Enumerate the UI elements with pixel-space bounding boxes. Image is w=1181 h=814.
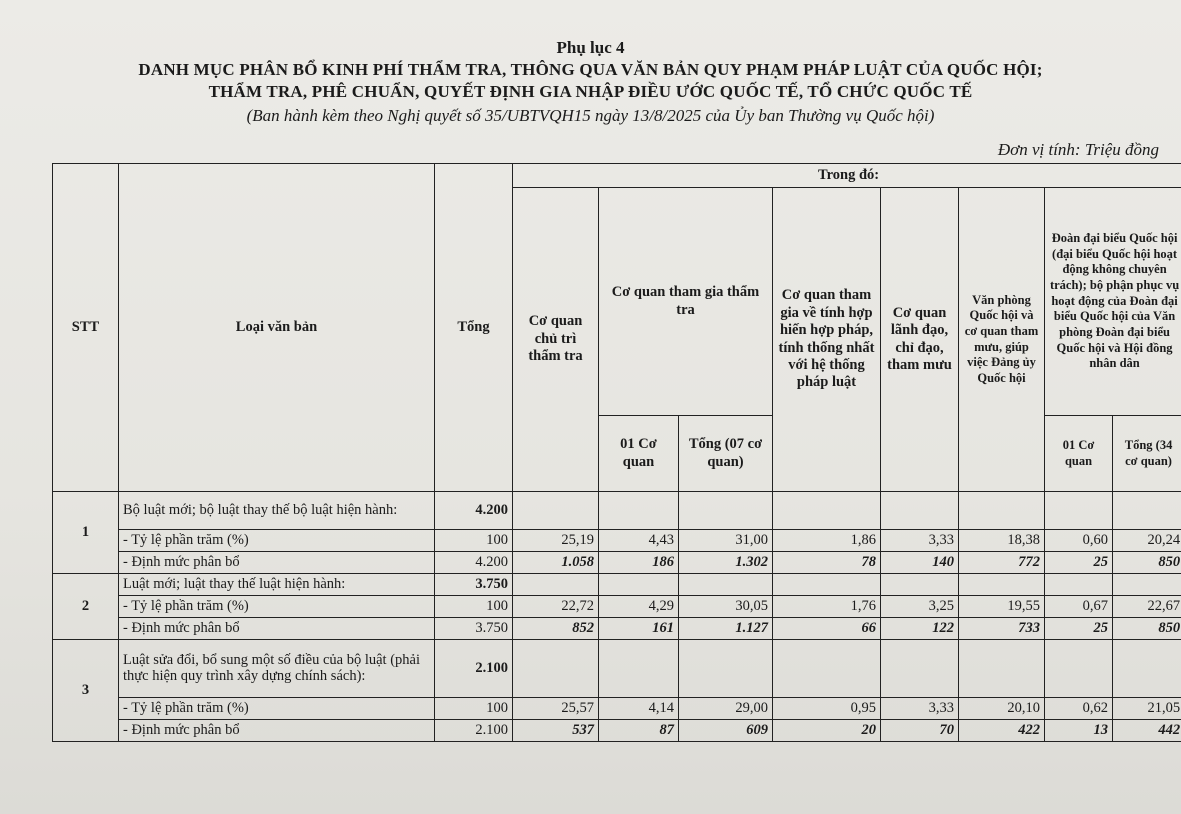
header-participating: Cơ quan tham gia thẩm tra bbox=[599, 188, 773, 416]
table-cell: 3,33 bbox=[881, 698, 959, 720]
header-participating-one: 01 Cơ quan bbox=[599, 416, 679, 492]
table-cell: 1,86 bbox=[773, 530, 881, 552]
header-delegations-one: 01 Cơ quan bbox=[1045, 416, 1113, 492]
header-legal-check: Cơ quan tham gia về tính hợp hiến hợp pháp, tính thống nhất với hệ thống pháp luật bbox=[773, 188, 881, 492]
table-cell: 3,33 bbox=[881, 530, 959, 552]
table-row bbox=[53, 552, 1181, 574]
table-cell: 4,14 bbox=[599, 698, 679, 720]
table-cell: 537 bbox=[513, 720, 599, 742]
header-stt: STT bbox=[53, 164, 119, 492]
header-doc-type: Loại văn bản bbox=[119, 164, 435, 492]
row-amount-label: - Định mức phân bổ bbox=[119, 552, 435, 574]
table-cell: 422 bbox=[959, 720, 1045, 742]
table-cell: 25 bbox=[1045, 618, 1113, 640]
table-row bbox=[53, 640, 1181, 698]
header-row-1 bbox=[53, 164, 1181, 188]
row-stt: 2 bbox=[53, 574, 119, 640]
table-cell: 186 bbox=[599, 552, 679, 574]
table-cell: 20,24 bbox=[1113, 530, 1181, 552]
table-cell: 22,67 bbox=[1113, 596, 1181, 618]
table-cell: 100 bbox=[435, 530, 513, 552]
table-cell: 70 bbox=[881, 720, 959, 742]
row-pct-label: - Tỷ lệ phần trăm (%) bbox=[119, 530, 435, 552]
table-cell: 850 bbox=[1113, 618, 1181, 640]
table-cell: 19,55 bbox=[959, 596, 1045, 618]
table-cell: 22,72 bbox=[513, 596, 599, 618]
row-title: Luật sửa đổi, bổ sung một số điều của bộ luật (phải thực hiện quy trình xây dựng chính sách): bbox=[119, 640, 435, 698]
table-cell: 20,10 bbox=[959, 698, 1045, 720]
unit-label: Đơn vị tính: Triệu đồng bbox=[997, 140, 1159, 159]
row-title: Bộ luật mới; bộ luật thay thế bộ luật hiện hành: bbox=[119, 492, 435, 530]
table-cell: 122 bbox=[881, 618, 959, 640]
table-cell: 25 bbox=[1045, 552, 1113, 574]
document-title-line-2: THẨM TRA, PHÊ CHUẨN, QUYẾT ĐỊNH GIA NHẬP ĐIỀU ƯỚC QUỐC TẾ, TỔ CHỨC QUỐC TẾ bbox=[208, 82, 973, 101]
row-title: Luật mới; luật thay thế luật hiện hành: bbox=[119, 574, 435, 596]
table-cell: 0,95 bbox=[773, 698, 881, 720]
table-cell: 4.200 bbox=[435, 552, 513, 574]
header-leadership: Cơ quan lãnh đạo, chỉ đạo, tham mưu bbox=[881, 188, 959, 492]
table-cell: 3.750 bbox=[435, 618, 513, 640]
table-cell: 1.058 bbox=[513, 552, 599, 574]
appendix-number: Phụ lục 4 bbox=[556, 38, 625, 57]
table-cell: 0,67 bbox=[1045, 596, 1113, 618]
table-cell: 850 bbox=[1113, 552, 1181, 574]
header-delegations: Đoàn đại biểu Quốc hội (đại biểu Quốc hội hoạt động không chuyên trách); bộ phận phục vụ hoạt động của Đoàn đại biểu Quốc hội của Văn phòng Đoàn đại biểu Quốc hội và Hội đồng nhân dân bbox=[1045, 188, 1181, 416]
row-stt: 1 bbox=[53, 492, 119, 574]
document-title-line-1: DANH MỤC PHÂN BỔ KINH PHÍ THẨM TRA, THÔNG QUA VĂN BẢN QUY PHẠM PHÁP LUẬT CỦA QUỐC HỘI; bbox=[138, 60, 1043, 79]
table-cell: 20 bbox=[773, 720, 881, 742]
row-total: 3.750 bbox=[435, 574, 513, 596]
header-office: Văn phòng Quốc hội và cơ quan tham mưu, giúp việc Đảng ủy Quốc hội bbox=[959, 188, 1045, 492]
table-cell: 100 bbox=[435, 698, 513, 720]
table-cell: 1.127 bbox=[679, 618, 773, 640]
table-row bbox=[53, 720, 1181, 742]
table-row bbox=[53, 618, 1181, 640]
table-cell: 25,57 bbox=[513, 698, 599, 720]
table-cell: 13 bbox=[1045, 720, 1113, 742]
table-cell: 609 bbox=[679, 720, 773, 742]
table-cell: 161 bbox=[599, 618, 679, 640]
document-subtitle: (Ban hành kèm theo Nghị quyết số 35/UBTVQH15 ngày 13/8/2025 của Ủy ban Thường vụ Quốc hội) bbox=[246, 106, 935, 125]
table-cell: 100 bbox=[435, 596, 513, 618]
header-participating-total: Tổng (07 cơ quan) bbox=[679, 416, 773, 492]
header-lead-agency: Cơ quan chủ trì thẩm tra bbox=[513, 188, 599, 492]
table-cell: 3,25 bbox=[881, 596, 959, 618]
allocation-table bbox=[52, 163, 1181, 742]
row-amount-label: - Định mức phân bổ bbox=[119, 618, 435, 640]
row-amount-label: - Định mức phân bổ bbox=[119, 720, 435, 742]
table-cell: 1.302 bbox=[679, 552, 773, 574]
table-cell: 18,38 bbox=[959, 530, 1045, 552]
table-cell: 0,60 bbox=[1045, 530, 1113, 552]
table-row bbox=[53, 492, 1181, 530]
table-cell: 852 bbox=[513, 618, 599, 640]
table-cell: 31,00 bbox=[679, 530, 773, 552]
table-cell: 772 bbox=[959, 552, 1045, 574]
table-cell: 2.100 bbox=[435, 720, 513, 742]
row-total: 4.200 bbox=[435, 492, 513, 530]
table-row bbox=[53, 574, 1181, 596]
table-cell: 25,19 bbox=[513, 530, 599, 552]
table-cell: 21,05 bbox=[1113, 698, 1181, 720]
table-cell: 442 bbox=[1113, 720, 1181, 742]
header-in-which: Trong đó: bbox=[513, 164, 1181, 188]
row-pct-label: - Tỷ lệ phần trăm (%) bbox=[119, 698, 435, 720]
table-cell: 1,76 bbox=[773, 596, 881, 618]
row-stt: 3 bbox=[53, 640, 119, 742]
table-row bbox=[53, 698, 1181, 720]
table-cell: 30,05 bbox=[679, 596, 773, 618]
row-pct-label: - Tỷ lệ phần trăm (%) bbox=[119, 596, 435, 618]
table-cell: 78 bbox=[773, 552, 881, 574]
table-cell: 4,43 bbox=[599, 530, 679, 552]
header-total: Tổng bbox=[435, 164, 513, 492]
row-total: 2.100 bbox=[435, 640, 513, 698]
header-delegations-total: Tổng (34 cơ quan) bbox=[1113, 416, 1181, 492]
table-cell: 140 bbox=[881, 552, 959, 574]
table-cell: 29,00 bbox=[679, 698, 773, 720]
table-row bbox=[53, 596, 1181, 618]
table-cell: 733 bbox=[959, 618, 1045, 640]
table-cell: 87 bbox=[599, 720, 679, 742]
table-cell: 4,29 bbox=[599, 596, 679, 618]
table-cell: 0,62 bbox=[1045, 698, 1113, 720]
table-row bbox=[53, 530, 1181, 552]
table-cell: 66 bbox=[773, 618, 881, 640]
